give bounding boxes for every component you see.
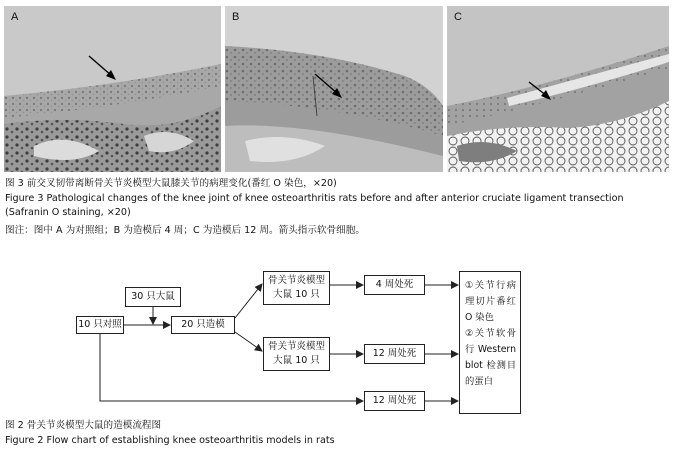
node-oa-lower: 骨关节炎模型 大鼠 10 只: [263, 337, 330, 371]
arrow-model-to-oa-upper: [235, 284, 262, 318]
panel-a-label: A: [11, 11, 19, 23]
node-12wk-sacrifice-model: 12 周处死: [364, 344, 425, 364]
node-control-10: 10 只对照: [76, 316, 124, 334]
node-4wk-sacrifice: 4 周处死: [364, 275, 425, 295]
figure3-note: 图注：图中 A 为对照组；B 为造模后 4 周；C 为造模后 12 周。箭头指示软骨细胞。: [5, 225, 365, 236]
node-12wk-sacrifice-control: 12 周处死: [364, 391, 425, 411]
panel-b-label: B: [232, 11, 240, 23]
panel-c-label: C: [454, 11, 462, 23]
node-30-rats: 30 只大鼠: [125, 287, 181, 307]
figure2-caption-en: Figure 2 Flow chart of establishing knee osteoarthritis models in rats: [5, 435, 335, 446]
node-analysis-results: ①关节行病理切片番红 O 染色 ②关节软骨行 Western blot 检测目的蛋白: [459, 271, 521, 414]
arrow-model-to-oa-lower: [235, 332, 262, 351]
figure2-caption-cn: 图 2 骨关节炎模型大鼠的造模流程图: [5, 420, 162, 431]
node-oa-upper: 骨关节炎模型 大鼠 10 只: [263, 271, 330, 305]
figure3-caption-en: Figure 3 Pathological changes of the knee joint of knee osteoarthritis rats before and after anterior cruciate ligament transection (Safranin O staining, ×20): [5, 193, 624, 218]
node-model-20: 20 只造模: [171, 316, 235, 334]
figure3-caption-cn: 图 3 前交叉韧带离断骨关节炎模型大鼠膝关节的病理变化(番红 O 染色，×20): [5, 178, 337, 189]
